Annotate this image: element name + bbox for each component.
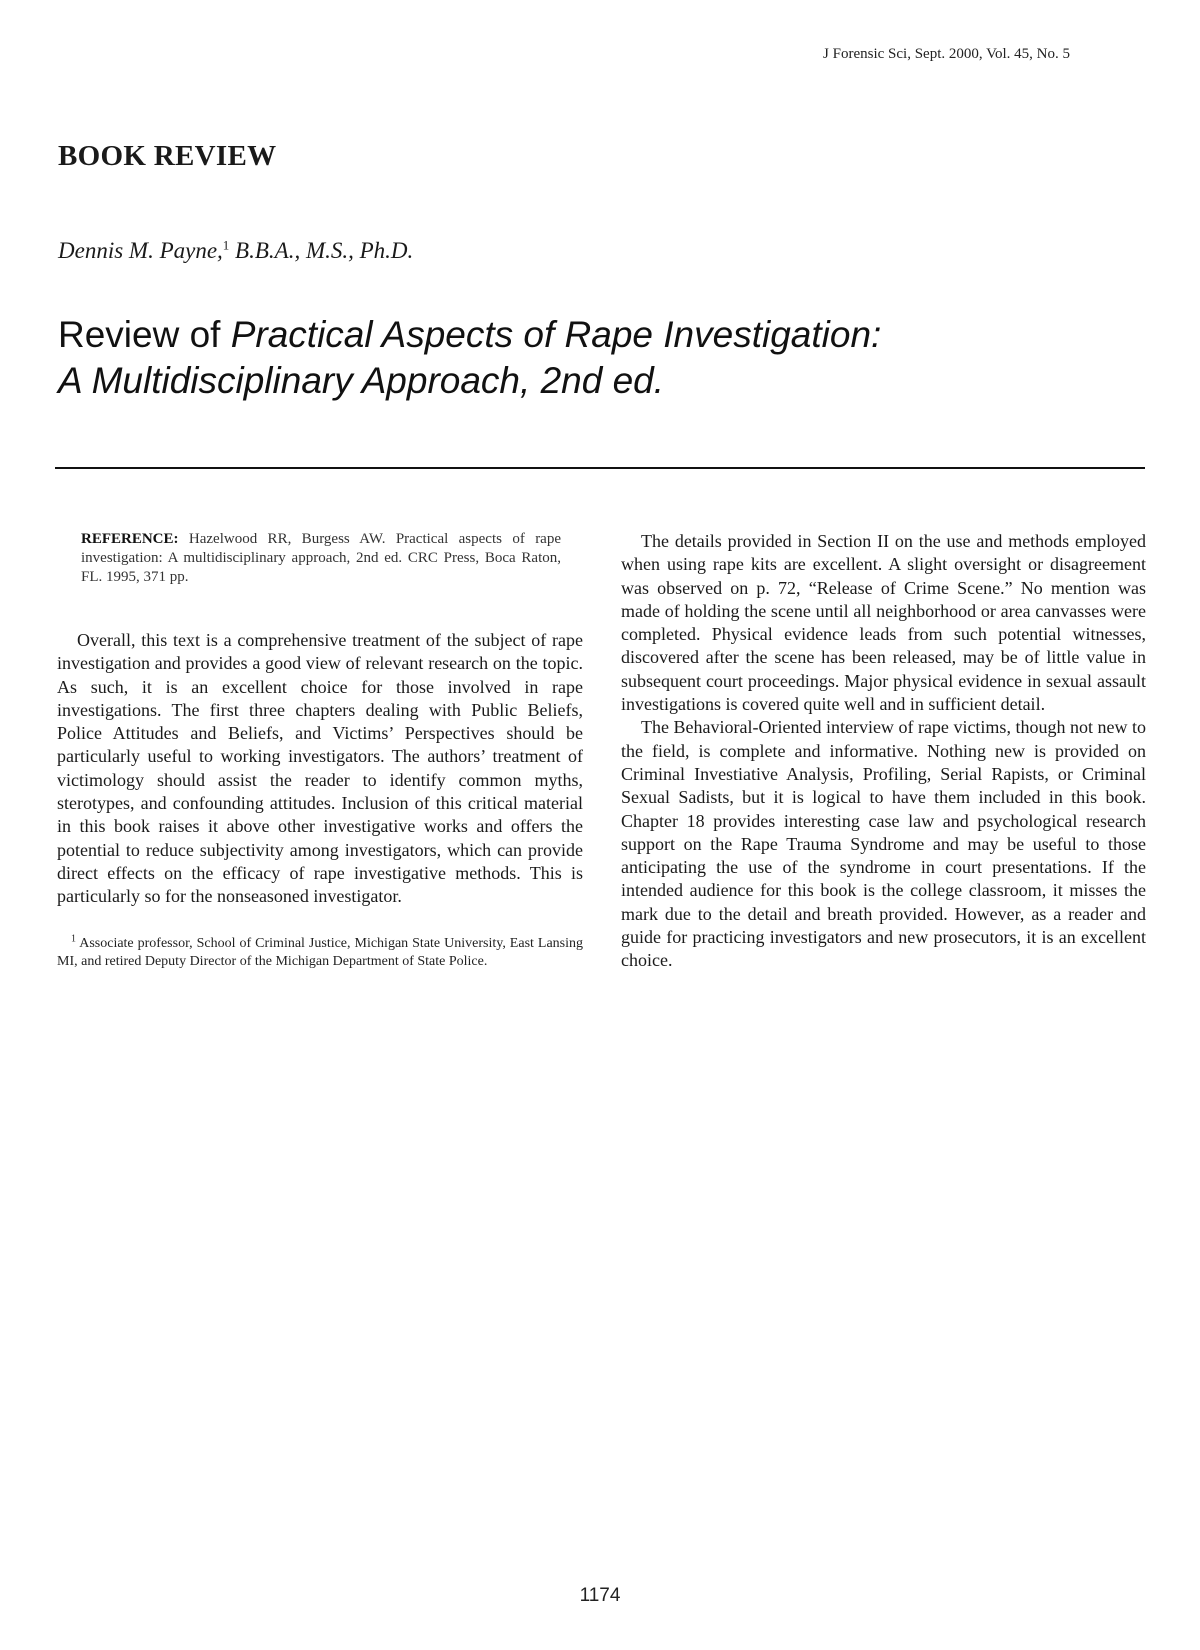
reference-block (81, 530, 561, 587)
author-degrees: B.B.A., M.S., Ph.D. (235, 238, 414, 263)
title-prefix: Review of (58, 314, 231, 355)
title-divider (55, 467, 1145, 469)
reference-label: REFERENCE: (81, 531, 179, 547)
running-head: J Forensic Sci, Sept. 2000, Vol. 45, No. 5 (823, 46, 1070, 62)
author-footnote (57, 932, 583, 971)
page-number: 1174 (579, 1585, 621, 1606)
section-label: BOOK REVIEW (58, 140, 277, 172)
reference-text: Hazelwood RR, Burgess AW. Practical aspects of rape investigation: A multidisciplinary approach, 2nd ed. CRC Press, Boca Raton, FL. 1995, 371 pp. (81, 531, 562, 585)
title-book-name-part-2: A Multidisciplinary Approach, 2nd ed. (58, 360, 665, 401)
article-title (58, 312, 1118, 404)
author-line (58, 238, 413, 264)
footnote-mark: 1 (71, 932, 76, 944)
title-line-1 (58, 312, 1118, 358)
footnote-text: Associate professor, School of Criminal Justice, Michigan State University, East Lansing MI, and retired Deputy Director of the Michigan Department of State Police. (57, 935, 583, 969)
right-column (621, 530, 1146, 973)
body-paragraph: The details provided in Section II on the use and methods employed when using rape kits are excellent. A slight oversight or disagreement was observed on p. 72, “Release of Crime Scene.” No mention was made of holding the scene until all neighborhood or area canvasses were completed. Physical evidence leads from such potential witnesses, discovered after the scene has been released, may be of little value in subsequent court proceedings. Major physical evidence in sexual assault investigations is covered quite well and in sufficient detail. (621, 531, 1146, 715)
author-name: Dennis M. Payne, (58, 238, 223, 263)
body-paragraph: Overall, this text is a comprehensive treatment of the subject of rape investigation and provides a good view of relevant research on the topic. As such, it is an excellent choice for those involved in rape investigations. The first three chapters dealing with Public Beliefs, Police Attitudes and Beliefs, and Victims’ Perspectives should be particularly useful to working investigators. The authors’ treatment of victimology should assist the reader to identify common myths, sterotypes, and confounding attitudes. Inclusion of this critical material in this book raises it above other investigative works and offers the potential to reduce subjectivity among investigators, which can provide direct effects on the efficacy of rape investigative methods. This is particularly so for the nonseasoned investigator. (57, 630, 583, 907)
left-column (57, 530, 583, 985)
title-book-name-part-1: Practical Aspects of Rape Investigation: (230, 314, 882, 355)
body-paragraph: The Behavioral-Oriented interview of rape victims, though not new to the field, is complete and informative. Nothing new is provided on Criminal Investiative Analysis, Profiling, Serial Rapists, or Criminal Sexual Sadists, but it is logical to have them included in this book. Chapter 18 provides interesting case law and psychological research support on the Rape Trauma Syndrome and may be useful to those anticipating the use of the syndrome in court presentations. If the intended audience for this book is the college classroom, it misses the mark due to the detail and breath provided. However, as a reader and guide for practicing investigators and new prosecutors, it is an excellent choice. (621, 717, 1146, 971)
author-footnote-mark: 1 (222, 237, 230, 253)
